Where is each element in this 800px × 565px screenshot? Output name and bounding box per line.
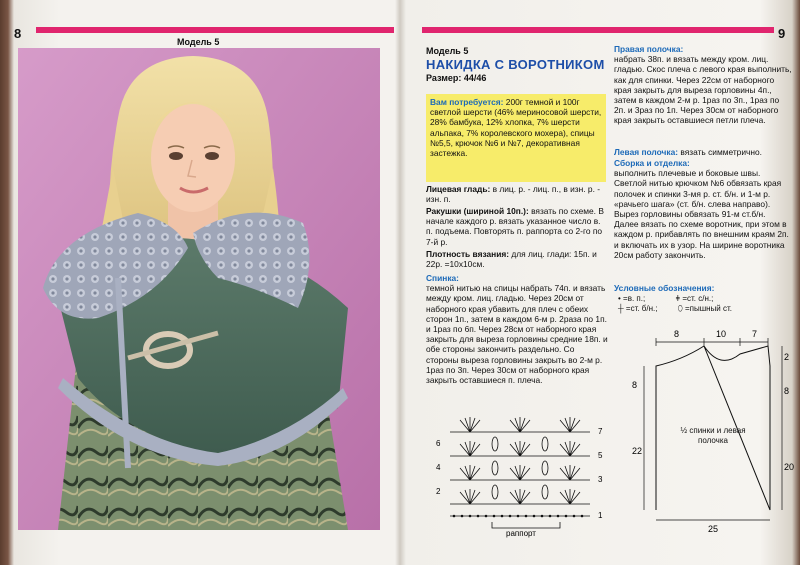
chart-row-3: 3	[598, 475, 603, 484]
back-body: темной нитью на спицы набрать 74п. и вязать между кром. лиц. гладью. Через 20см от наборного края убавить для плеч с обеих сторон 1п., затем в каждом 6-м р. 2раза по 1п. и 1раз по 6п. Через 28см от наборного края закрыть для выреза горловины средние 18п. и обе стороны закончить раздельно. Со стороны выреза горловины закрыть во 2-м р. 1раз по 3п. Через 30см от наборного края закрыть оставшиеся п. плеча.	[426, 283, 608, 386]
dim-left-mid: 8	[632, 380, 638, 390]
chart-row-6: 6	[436, 439, 441, 448]
stitch-faced	[426, 184, 608, 204]
gauge-heading: Плотность вязания:	[426, 249, 510, 259]
stitch-shells-body: вязать по схеме. В начале каждого р. вязать указанное число в. п. подъема. Повторять п. раппорта со 2-го по 7-й р.	[426, 206, 604, 247]
legend-puff-stitch: =пышный ст.	[684, 304, 732, 313]
stitch-faced-heading: Лицевая гладь:	[426, 184, 491, 194]
page-number-right: 9	[778, 26, 786, 41]
dim-left-bottom: 22	[632, 446, 643, 456]
chart-repeat-label: раппорт	[506, 529, 536, 538]
left-front-heading: Левая полочка:	[614, 147, 679, 157]
dim-right-mid: 8	[784, 386, 790, 396]
schematic-label: ½ спинки и левая полочка	[680, 426, 746, 445]
pattern-schematic	[622, 330, 796, 541]
dim-right-bottom: 20	[784, 462, 795, 472]
dim-top-3: 7	[752, 330, 758, 339]
right-front-body: набрать 38п. и вязать между кром. лиц. гладью. Скос плеча с левого края выполнить, как для спинки. Через 22см от наборного края закрыть для выреза горловины 4п., затем в каждом 2-м р. 1раз по 3п., 1раз по 2п. и 3раз по 1п. Через 30см от наборного края закрыть оставшиеся петли плеча.	[614, 54, 792, 126]
dim-right-top: 2	[784, 352, 790, 362]
left-front-body: вязать симметрично.	[680, 147, 762, 157]
legend-double-crochet: =ст. с/н.;	[682, 294, 714, 303]
assembly-body: выполнить плечевые и боковые швы. Светлой нитью крючком №6 обвязать края полочек и спинки 3-мя р. ст. б/н. и 1-м р. «рачьего шага» (ст. б/н. слева направо). Вырез горловины обвязать 91-м ст.б/н. Далее вязать по схеме воротник, при этом в каждом р. прибавлять по внешним краям 2п. и включать их в узор. На ширине воротника 20см работу закончить.	[614, 168, 789, 260]
stitch-shells	[426, 206, 608, 247]
legend-row-1	[618, 294, 713, 303]
chart-row-1: 1	[598, 511, 603, 520]
header-bar-right	[422, 27, 774, 33]
gauge	[426, 249, 608, 269]
article-title: НАКИДКА С ВОРОТНИКОМ	[426, 57, 605, 72]
crochet-chart-svg	[430, 412, 610, 538]
model-photo	[18, 48, 380, 530]
legend-heading: Условные обозначения:	[614, 283, 715, 293]
dc-symbol-icon: ǂ	[675, 294, 681, 303]
back-heading: Спинка:	[426, 273, 459, 283]
page-number-left: 8	[14, 26, 22, 41]
materials-text	[430, 97, 604, 158]
puff-symbol-icon: ⬯	[677, 304, 683, 313]
stitch-faced-body: в лиц. р. - лиц. п., в изн. р. - изн. п.	[426, 184, 601, 205]
chart-row-7: 7	[598, 427, 603, 436]
size-label: Размер: 44/46	[426, 73, 487, 83]
chain-symbol-icon: •	[618, 294, 621, 303]
model-label-right: Модель 5	[426, 46, 469, 56]
right-front-heading: Правая полочка:	[614, 44, 684, 54]
legend-row-2	[618, 304, 732, 314]
stitch-shells-heading: Ракушки (ширинoй 10п.):	[426, 206, 529, 216]
crochet-chart	[430, 412, 610, 543]
slip-dc-symbol-icon: ┼	[618, 304, 624, 313]
header-bar-left	[36, 27, 394, 33]
legend-chain: =в. п.;	[623, 294, 646, 303]
back-section	[426, 273, 608, 385]
chart-row-5: 5	[598, 451, 603, 460]
woman-wearing-capelet-image	[18, 48, 380, 530]
dim-top-2: 10	[716, 330, 727, 339]
right-front-section	[614, 44, 792, 126]
chart-row-2: 2	[436, 487, 441, 496]
legend-single-crochet: =ст. б/н.;	[625, 304, 658, 313]
assembly-heading: Сборка и отделка:	[614, 158, 690, 168]
dim-top-1: 8	[674, 330, 680, 339]
assembly-section	[614, 158, 792, 260]
materials-heading: Вам потребуется:	[430, 97, 504, 107]
chart-row-4: 4	[436, 463, 441, 472]
materials-body: 200г темной и 100г светлой шерсти (46% мериносовой шерсти, 28% бамбука, 12% хлопка, 7% шерсти альпака, 7% королевского мохера), спицы №5,5, крючок №6 и №7, декоративная застежка.	[430, 97, 602, 159]
legend-section	[614, 283, 792, 293]
pattern-schematic-svg	[622, 330, 796, 536]
dim-bottom: 25	[708, 524, 719, 534]
left-front-section	[614, 147, 792, 157]
model-label-left: Модель 5	[177, 37, 220, 47]
gauge-body: для лиц. глади: 15п. и 22р. =10х10см.	[426, 249, 597, 270]
